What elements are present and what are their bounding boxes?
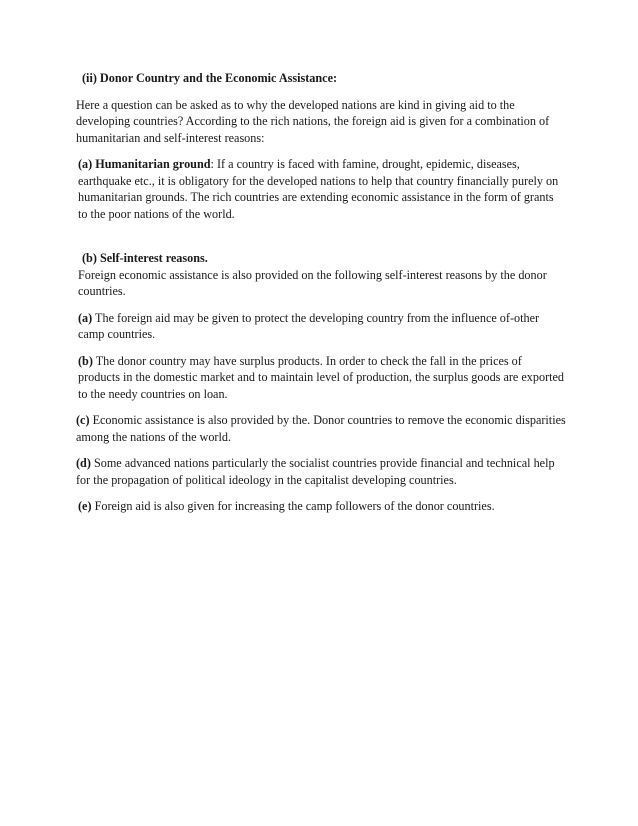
document-page [76, 70, 566, 515]
section-heading-donor-country: (ii) Donor Country and the Economic Assistance: [82, 71, 338, 85]
reason-label-c: (c) [76, 413, 90, 427]
reason-text-a: The foreign aid may be given to protect the developing country from the influence of-other camp countries. [78, 310, 540, 341]
reason-label-b: (b) [78, 353, 93, 368]
reason-label-e: (e) [78, 499, 92, 513]
humanitarian-label: (a) Humanitarian ground [78, 157, 211, 171]
reason-text-d: Some advanced nations particularly the socialist countries provide financial and technical help for the propagation of political ideology in the capitalist developing countries. [76, 456, 555, 487]
reason-item-d [76, 455, 566, 488]
reason-text-e: Foreign aid is also given for increasing the camp followers of the donor countries. [91, 499, 495, 513]
reason-text-b: The donor country may have surplus products. In order to check the fall in the prices of products in the domestic market and to maintain level of production, the surplus goods are exported to the needy countries on loan. [78, 353, 565, 401]
reason-item-a [76, 310, 566, 343]
reason-label-d: (d) [76, 456, 91, 470]
humanitarian-paragraph [76, 156, 566, 222]
intro-paragraph: Here a question can be asked as to why the developed nations are kind in giving aid to the developing countries? According to the rich nations, the foreign aid is given for a combination of humanitarian and self-interest reasons: [76, 97, 550, 145]
reason-item-c [76, 412, 566, 445]
reason-text-c: Economic assistance is also provided by the. Donor countries to remove the economic disparities among the nations of the world. [76, 413, 566, 444]
reason-item-b [76, 353, 566, 403]
reason-item-e [76, 498, 566, 515]
self-interest-intro: Foreign economic assistance is also provided on the following self-interest reasons by the donor countries. [78, 267, 547, 298]
section-heading-self-interest: (b) Self-interest reasons. [82, 251, 208, 265]
humanitarian-text: : If a country is faced with famine, drought, epidemic, diseases, earthquake etc., it is obligatory for the developed nations to help that country financially purely on humanitarian grounds. The rich countries are extending economic assistance in the form of grants to the poor nations of the world. [78, 157, 559, 221]
reason-label-a: (a) [78, 310, 93, 325]
